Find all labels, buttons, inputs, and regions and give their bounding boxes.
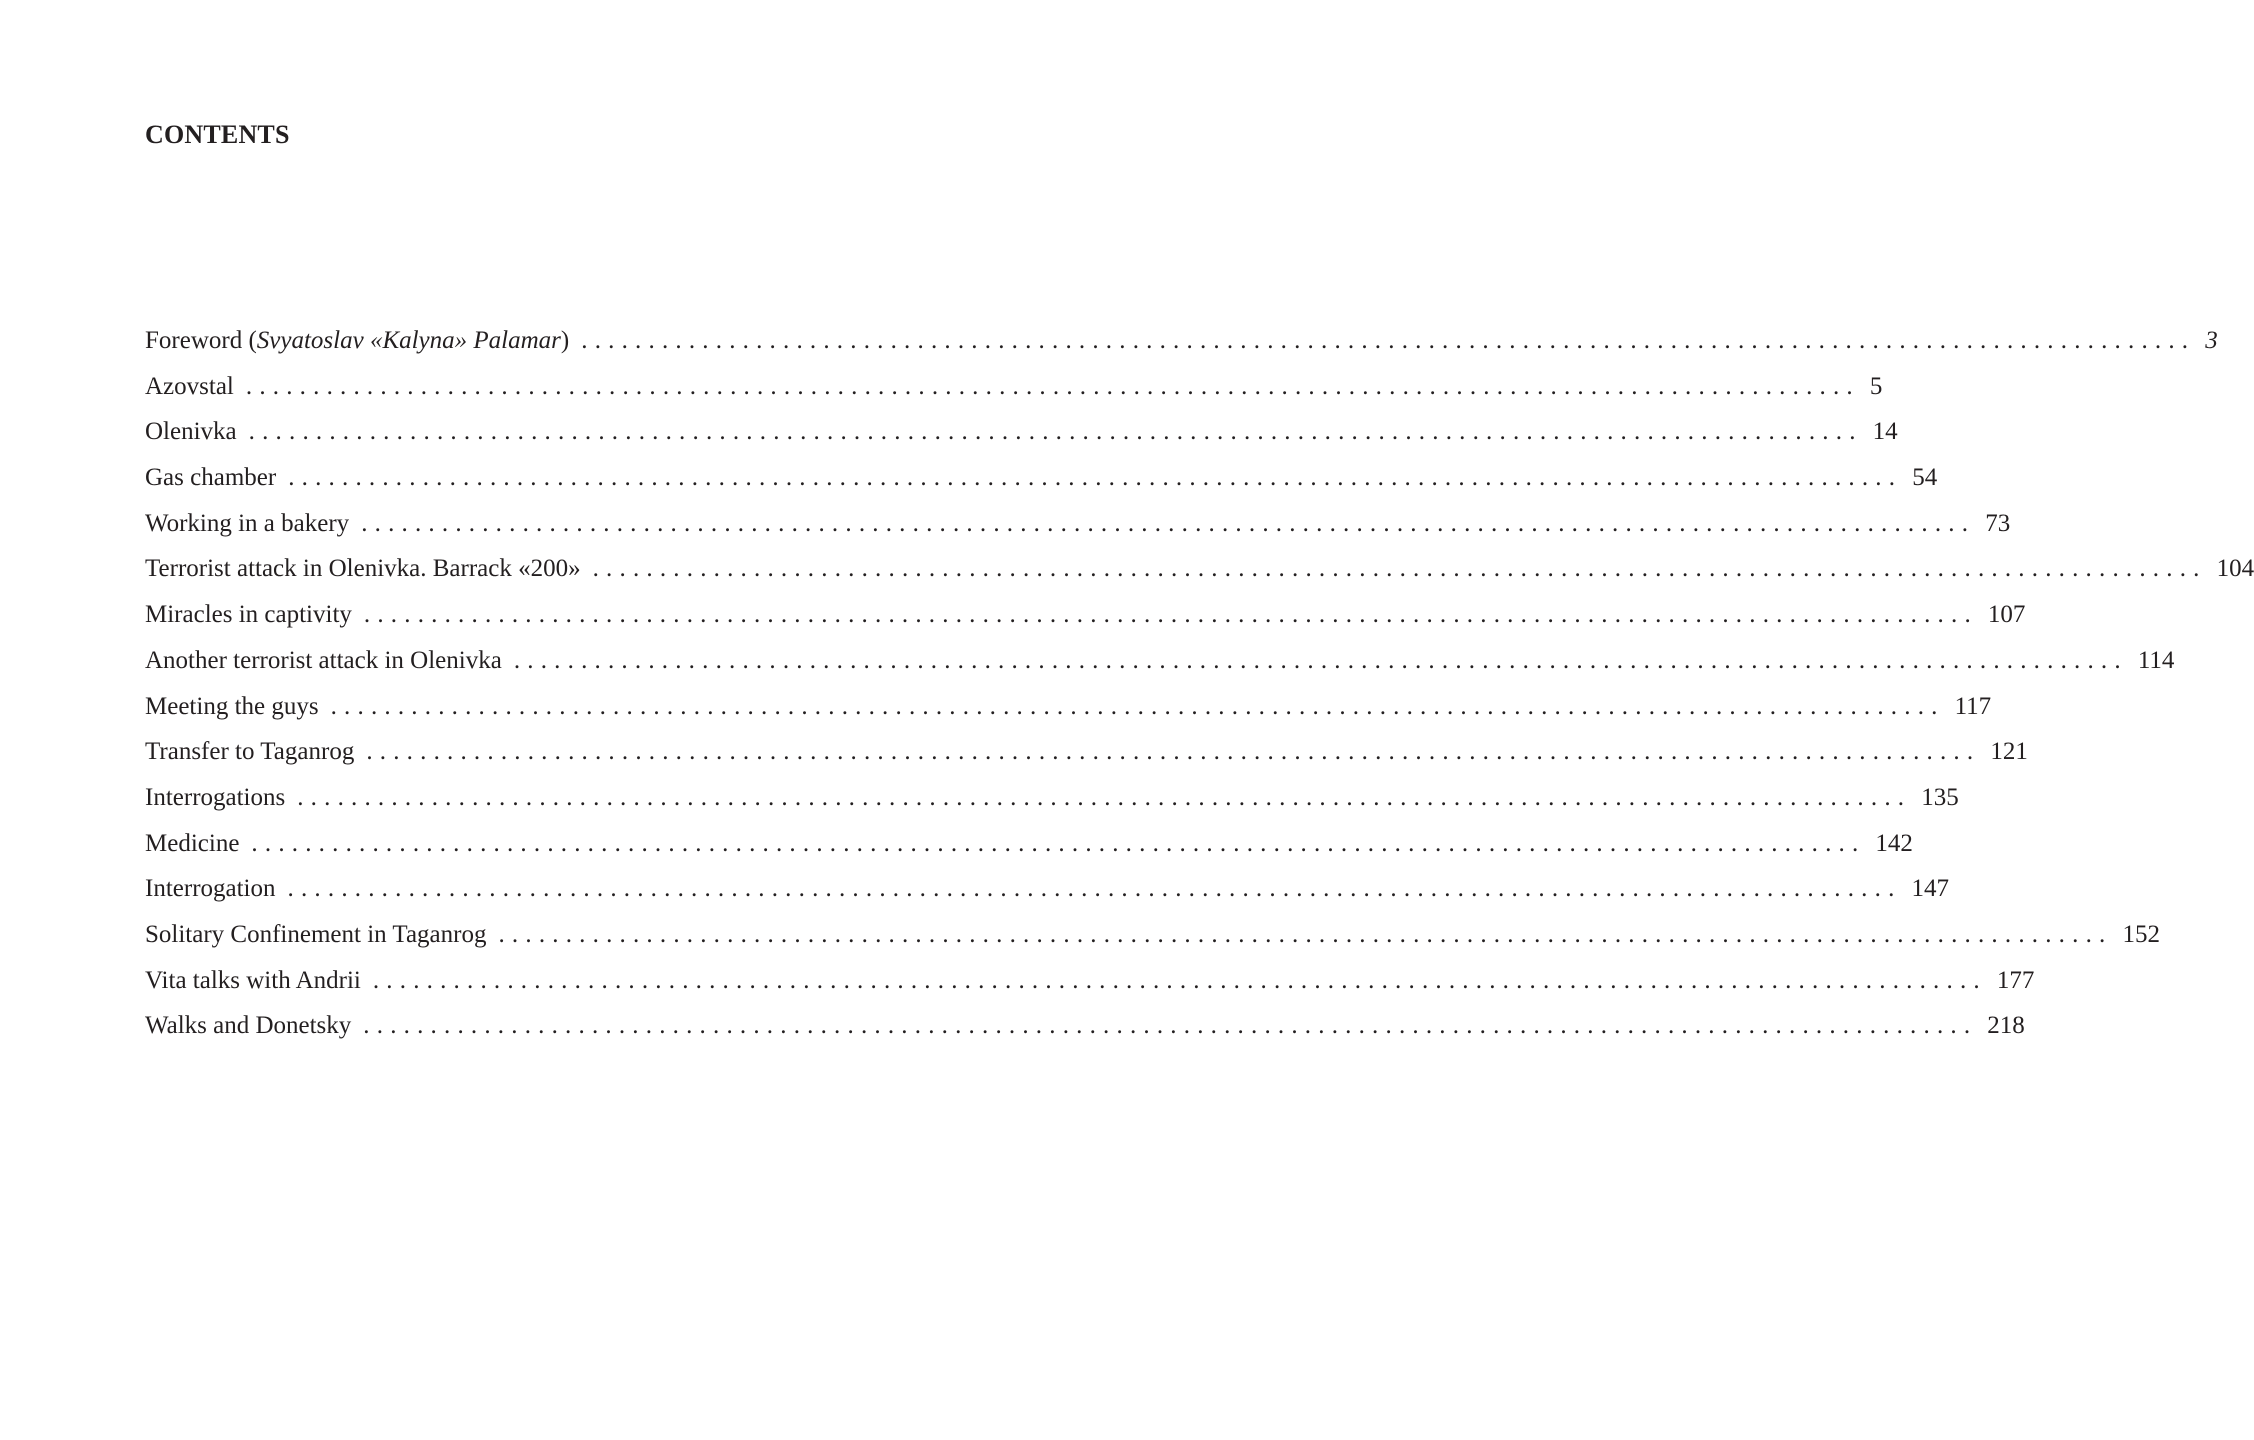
- toc-entry-page-number: 135: [1921, 783, 1959, 811]
- dot-leader-dots: ........................................................................................................................: [363, 601, 1978, 629]
- toc-entry-title-text: Miracles in captivity: [145, 601, 352, 629]
- toc-entry-title-text: Olenivka: [145, 418, 237, 446]
- toc-entry-page-number: 142: [1875, 829, 1913, 857]
- toc-entry-title: [145, 827, 239, 861]
- toc-entry-page-number: 73: [1985, 509, 2011, 537]
- toc-entry: [145, 644, 2175, 690]
- toc-entry: [145, 324, 2218, 370]
- dot-leader: [331, 690, 1945, 724]
- toc-entry-page-number: 107: [1987, 601, 2026, 629]
- toc-entry-title-text: Another terrorist attack in Olenivka: [145, 646, 502, 674]
- toc-entry-page-number: 152: [2122, 920, 2160, 948]
- dot-leader-dots: ........................................................................................................................: [366, 738, 1981, 766]
- toc-entry-title-text: Transfer to Taganrog: [145, 738, 355, 766]
- dot-leader-dots: ........................................................................................................................: [287, 875, 1902, 903]
- toc-entry-page-number: 14: [1872, 418, 1898, 446]
- toc-entry: [145, 690, 1992, 736]
- toc-entry: [145, 918, 2160, 964]
- toc-entry-page-number: 121: [1990, 738, 2028, 766]
- toc-entry: [145, 598, 2026, 644]
- toc-entry: [145, 507, 2011, 553]
- dot-leader-dots: ........................................................................................................................: [288, 464, 1903, 492]
- toc-entry-title-text: Medicine: [145, 829, 240, 857]
- toc-entry-page-number: 218: [1987, 1012, 2025, 1040]
- toc-entry: [145, 552, 2254, 598]
- toc-entry-title: [145, 461, 276, 495]
- dot-leader: [581, 324, 2195, 358]
- dot-leader-dots: ........................................................................................................................: [513, 646, 2128, 674]
- toc-entry-author: Svyatoslav «Kalyna» Palamar: [256, 327, 561, 354]
- dot-leader: [593, 552, 2207, 586]
- toc-entry: [145, 827, 1913, 873]
- toc-entry-title: [145, 324, 569, 358]
- toc-entry-title-text: Meeting the guys: [145, 692, 319, 720]
- toc-entry-title: [145, 415, 237, 449]
- dot-leader: [514, 644, 2128, 678]
- dot-leader-dots: ........................................................................................................................: [372, 966, 1987, 994]
- dot-leader-dots: ........................................................................................................................: [592, 555, 2207, 583]
- toc-entry-page-number: 104: [2216, 555, 2254, 583]
- dot-leader-dots: ........................................................................................................................: [581, 327, 2196, 354]
- toc-entry-title-text: Interrogations: [145, 783, 286, 811]
- toc-entry: [145, 735, 2028, 781]
- dot-leader: [373, 964, 1987, 998]
- toc-entry-title-text: Vita talks with Andrii: [145, 966, 361, 994]
- dot-leader: [288, 461, 1902, 495]
- toc-entry: [145, 781, 1959, 827]
- toc-entry-title: [145, 552, 581, 586]
- dot-leader: [249, 415, 1863, 449]
- dot-leader: [366, 735, 1980, 769]
- toc-entry-title: [145, 690, 319, 724]
- toc-entry-page-number: 54: [1912, 464, 1938, 492]
- dot-leader: [498, 918, 2112, 952]
- toc-entry-page-number: 5: [1869, 372, 1883, 400]
- toc-entry-title: [145, 370, 234, 404]
- toc-entry-title-suffix: ): [560, 327, 570, 354]
- toc-entry: [145, 461, 1938, 507]
- toc-entry-title: [145, 598, 352, 632]
- toc-entry-page-number: 114: [2137, 646, 2175, 674]
- toc-entry-title: [145, 507, 349, 541]
- dot-leader-dots: ........................................................................................................................: [361, 509, 1976, 537]
- dot-leader: [364, 598, 1978, 632]
- toc-entry-title-text: Foreword (: [145, 327, 257, 354]
- toc-entry-title-text: Gas chamber: [145, 464, 277, 492]
- toc-entry: [145, 415, 1898, 461]
- toc-entry-page-number: 177: [1996, 966, 2035, 994]
- toc-entry-title-text: Walks and Donetsky: [145, 1012, 352, 1040]
- contents-heading: CONTENTS: [145, 120, 290, 149]
- toc-entry-title-text: Azovstal: [145, 372, 234, 400]
- dot-leader-dots: ........................................................................................................................: [330, 692, 1945, 720]
- dot-leader: [251, 827, 1865, 861]
- dot-leader-dots: ........................................................................................................................: [498, 920, 2113, 948]
- dot-leader-dots: ........................................................................................................................: [245, 372, 1860, 400]
- dot-leader: [288, 872, 1902, 906]
- toc-entry: [145, 1009, 2025, 1055]
- dot-leader: [246, 370, 1860, 404]
- toc-entry-title-text: Terrorist attack in Olenivka. Barrack «200»: [145, 555, 581, 583]
- toc-entry: [145, 872, 1950, 918]
- dot-leader-dots: ........................................................................................................................: [248, 418, 1863, 446]
- dot-leader-dots: ........................................................................................................................: [251, 829, 1866, 857]
- dot-leader-dots: ........................................................................................................................: [363, 1012, 1978, 1040]
- toc-entry-title: [145, 964, 361, 998]
- toc-entry-page-number: 3: [2205, 327, 2218, 354]
- toc-entry-title: [145, 644, 502, 678]
- toc-entry-title-text: Interrogation: [145, 875, 276, 903]
- dot-leader: [361, 507, 1975, 541]
- toc-entry: [145, 370, 1883, 416]
- toc-entry-title: [145, 735, 354, 769]
- toc-entry-page-number: 117: [1954, 692, 1992, 720]
- table-of-contents: [145, 324, 2254, 1055]
- toc-entry: [145, 964, 2035, 1010]
- toc-entry-title: [145, 1009, 351, 1043]
- dot-leader: [363, 1009, 1977, 1043]
- toc-entry-title-text: Solitary Confinement in Taganrog: [145, 920, 487, 948]
- toc-entry-title: [145, 872, 276, 906]
- dot-leader-dots: ........................................................................................................................: [297, 783, 1912, 811]
- toc-entry-title-text: Working in a bakery: [145, 509, 350, 537]
- toc-entry-title: [145, 918, 486, 952]
- toc-entry-title: [145, 781, 285, 815]
- toc-entry-page-number: 147: [1911, 875, 1950, 903]
- dot-leader: [297, 781, 1911, 815]
